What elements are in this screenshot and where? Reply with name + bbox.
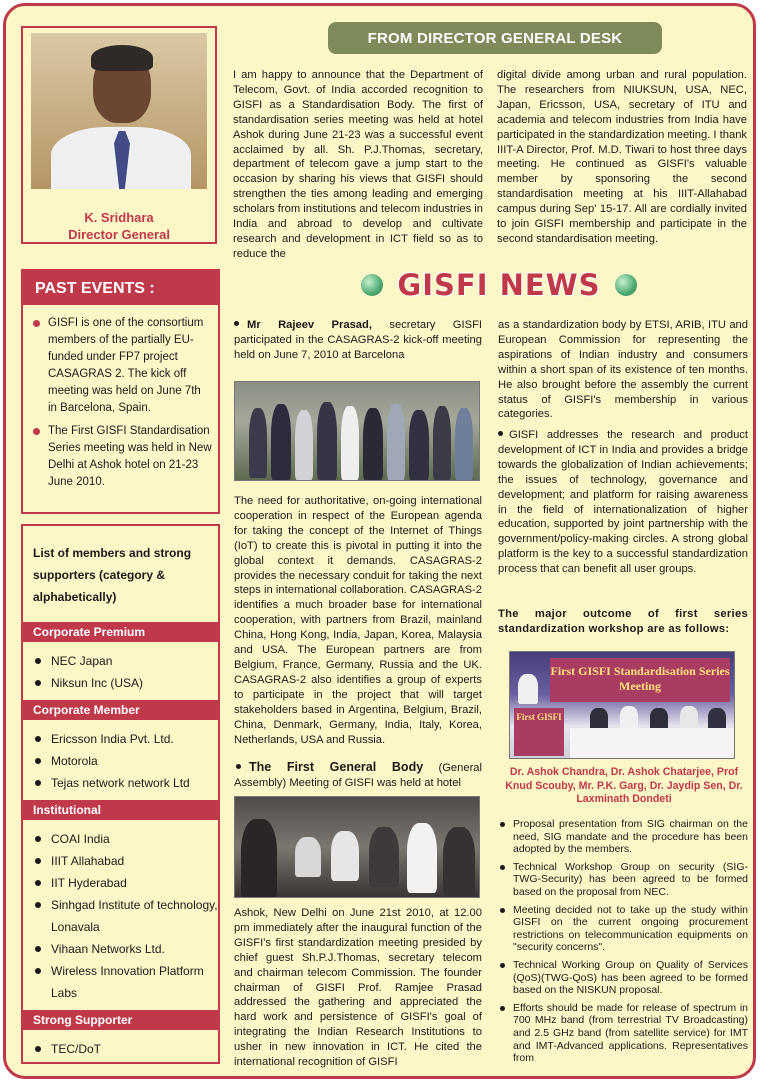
bullet-icon [500, 822, 505, 827]
bullet-icon [35, 758, 41, 764]
bullet-icon [33, 320, 40, 327]
bullet-icon [500, 908, 505, 913]
bullet-icon [35, 736, 41, 742]
newsletter-page [3, 3, 756, 1079]
bullet-icon [35, 858, 41, 864]
director-photo-card [21, 26, 217, 244]
member-item: TEC/DoT [23, 1038, 218, 1060]
photo-caption: Dr. Ashok Chandra, Dr. Ashok Chatarjee, Prof Knud Scouby, Mr. P.K. Garg, Dr. Jaydip Sen, Dr. Laxminath Dondeti [505, 766, 743, 806]
bullet-icon [35, 1046, 41, 1052]
bullet-icon [35, 780, 41, 786]
member-item: Motorola [23, 750, 218, 772]
member-item: Wireless Innovation Platform Labs [23, 960, 218, 1004]
general-body-photo [234, 796, 480, 898]
gisfi-news-title: GISFI NEWS [397, 268, 601, 302]
green-ball-icon [361, 274, 383, 296]
past-events-box [21, 269, 220, 514]
member-item: COAI India [23, 828, 218, 850]
recognition-paragraph: as a standardization body by ETSI, ARIB, ITU and European Commission for representing the aspirations of Indian industry and consumers within a short span of its existence of ten months. He also brought before the assembly the current status of GISFI's membership in various categories. [498, 319, 748, 421]
outcome-item: Meeting decided not to take up the study within GISFI on the current ongoing procurement restrictions on telecommunication equipments on "security concerns". [500, 904, 748, 954]
general-body-paragraph: The First General Body (General Assembly) Meeting of GISFI was held at hotel [234, 760, 482, 789]
member-item: Tejas network network Ltd [23, 772, 218, 794]
bullet-icon [35, 880, 41, 886]
bullet-icon [35, 968, 41, 974]
bullet-icon [35, 902, 41, 908]
standardisation-meeting-photo [509, 651, 735, 759]
member-item: Sinhgad Institute of technology, Lonavala [23, 894, 218, 938]
director-photo [31, 33, 207, 189]
director-desk-title: FROM DIRECTOR GENERAL DESK [328, 22, 662, 54]
addresses-paragraph: GISFI addresses the research and product development of ICT in India and provides a bridge towards the globalization of Indian achievements; the issues of technology, governance and development; and platform for raising awareness in the field of internationalization of higher education, supported by joint partnership with the government/policy-making circles. A strong global platform is the key to a successful standardization process that can benefit all user groups. [498, 429, 748, 576]
category-institutional: Institutional [23, 800, 218, 820]
gisfi-news-heading [354, 264, 644, 306]
category-strong-supporter: Strong Supporter [23, 1010, 218, 1030]
casagras-paragraph: The need for authoritative, on-going international cooperation in respect of the European agenda for taking the concept of the Internet of Things (IoT) to create this is pivotal in putting it into the global context it demands. CASAGRAS-2 provides the necessary conduit for taking the next steps in international collaboration. CASAGRAS-2 identifies a much broader base for international cooperation, with partners from Brazil, mainland China, Hong Kong, India, Japan, Korea, Malaysia and USA. The European partners are from Belgium, France, Germany, Russia and the UK. CASAGRAS-2 also identifies a group of experts to participate in the project that will target stakeholders based in Argentina, Belgium, Brazil, China, Denmark, Germany, India, Italy, Korea, Netherlands, USA and Russia. [234, 495, 482, 746]
green-ball-icon [615, 274, 637, 296]
ashok-paragraph: Ashok, New Delhi on June 21st 2010, at 12.00 pm immediately after the inaugural function of the GISFI's first standardization meeting presided by chief guest Sh.P.J.Thomas, secretary telecom and chairman telecom Commission. The founder chairman of GISFI Prof. Ramjee Prasad addressed the gathering and appreciated the hard work and persistence of GISFI's goal of integrating the Indian Research Institutions to usher in new innovation in ICT. He cited the international recognition of GISFI [234, 907, 482, 1069]
meeting-banner: First GISFI Standardisation Series Meeting [550, 658, 730, 702]
bullet-icon [234, 321, 239, 326]
outcome-item: Technical Working Group on Quality of Services (QoS)(TWG-QoS) has been agreed to be formed based on the NISKUN proposal. [500, 959, 748, 997]
member-item: IIT Hyderabad [23, 872, 218, 894]
past-event-item: GISFI is one of the consortium members of the partially EU-funded under FP7 project CASAGRAS 2. The kick off meeting was held on June 7th in Barcelona, Spain. [33, 315, 212, 417]
bullet-icon [236, 764, 241, 769]
casagras-meeting-photo [234, 381, 480, 481]
director-role: Director General [68, 227, 170, 242]
news-lead: Mr Rajeev Prasad, secretary GISFI participated in the CASAGRAS-2 kick-off meeting held on June 7, 2010 at Barcelona [234, 319, 483, 361]
bullet-icon [500, 963, 505, 968]
bullet-icon [500, 1006, 505, 1011]
bullet-icon [35, 836, 41, 842]
category-corporate-member: Corporate Member [23, 700, 218, 720]
bullet-icon [35, 658, 41, 664]
dg-message-col1: I am happy to announce that the Department of Telecom, Govt. of India accorded recognition to GISFI as a Standardisation Body. The first of standardisation series meeting was held at hotel Ashok during June 21-23 was a successful event acclaimed by all. Sh. P.J.Thomas, secretary, department of telecom gave a jump start to the occasion by sharing his views that GISFI should strengthen the ties among leading and emerging scholars from institutions and telecom industries in India and abroad to develop and cultivate research and development in ICT field so as to reduce the [233, 69, 483, 260]
director-name: K. Sridhara [84, 210, 154, 225]
member-item: IIIT Allahabad [23, 850, 218, 872]
outcome-heading: The major outcome of first series standardization workshop are as follows: [498, 608, 748, 635]
bullet-icon [500, 865, 505, 870]
dg-message-col2: digital divide among urban and rural population. The researchers from NIUKSUN, USA, NEC, Japan, Ericsson, USA, secretary of ITU and academia and telecom industries from India have participated in the standardization meeting. I thank IIIT-A Director, Prof. M.D. Tiwari to host three days meeting. He continued as GISFI's valuable member by sponsoring the second standardisation meeting at his IIIT-Allahabad campus during Sep' 15-17. All are cordially invited to join GISFI membership and participate in the second standardisation meeting. [497, 69, 748, 245]
outcome-item: Technical Workshop Group on security (SIG-TWG-Security) has been agreed to be formed based on the proposal from NEC. [500, 861, 748, 899]
members-title: List of members and strong supporters (category & alphabetically) [33, 546, 192, 604]
members-box [21, 524, 220, 1064]
member-item: Ericsson India Pvt. Ltd. [23, 728, 218, 750]
bullet-icon [35, 946, 41, 952]
past-events-title: PAST EVENTS : [23, 271, 218, 305]
bullet-icon [33, 428, 40, 435]
bullet-icon [35, 680, 41, 686]
side-banner: First GISFI [514, 708, 564, 756]
outcome-item: Efforts should be made for release of spectrum in 700 MHz band (from terrestrial TV Broadcasting) and 2.5 GHz band (from satellite service) for IMT and IMT-Advanced applications. Representatives from [500, 1002, 748, 1065]
bullet-icon [498, 431, 503, 436]
category-corporate-premium: Corporate Premium [23, 622, 218, 642]
member-item: Niksun Inc (USA) [23, 672, 218, 694]
outcome-item: Proposal presentation from SIG chairman on the need, SIG mandate and the procedure has been adopted by the members. [500, 818, 748, 856]
outcomes-list [500, 818, 748, 1070]
past-event-item: The First GISFI Standardisation Series meeting was held in New Delhi at Ashok hotel on 21-23 June 2010. [33, 423, 212, 491]
member-item: Vihaan Networks Ltd. [23, 938, 218, 960]
member-item: NEC Japan [23, 650, 218, 672]
